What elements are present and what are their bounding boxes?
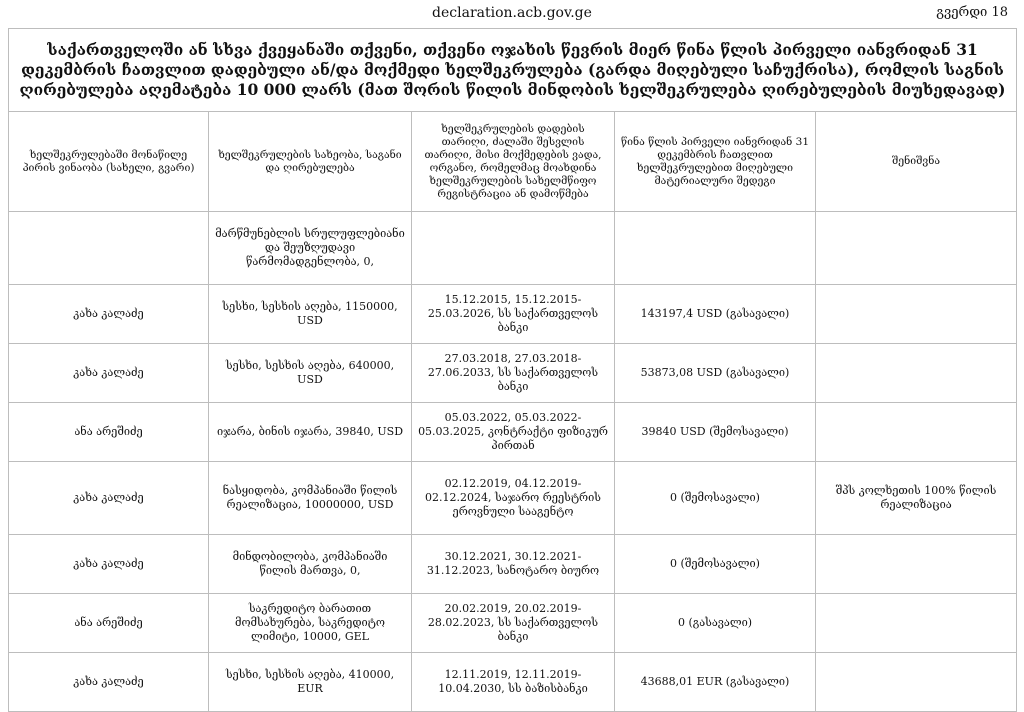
cell-dates: 12.11.2019, 12.11.2019-10.04.2030, სს ბაზისბანკი	[412, 653, 615, 712]
cell-person: ანა არეშიძე	[9, 403, 209, 462]
page-number: გვერდი 18	[936, 5, 1008, 20]
cell-result: 0 (შემოსავალი)	[615, 535, 816, 594]
table-row	[9, 594, 1017, 653]
cell-result: 39840 USD (შემოსავალი)	[615, 403, 816, 462]
cell-note	[816, 344, 1017, 403]
cell-dates: 05.03.2022, 05.03.2022-05.03.2025, კონტრაქტი ფიზიკურ პირთან	[412, 403, 615, 462]
cell-person: კახა კალაძე	[9, 535, 209, 594]
table-row	[9, 653, 1017, 712]
column-header-note: შენიშვნა	[816, 112, 1017, 212]
cell-dates	[412, 212, 615, 285]
column-header-result: წინა წლის პირველი იანვრიდან 31 დეკემბრის ჩათვლით ხელშეკრულებით მიღებული მატერიალური შედეგი	[615, 112, 816, 212]
contracts-table	[8, 28, 1017, 712]
cell-contract-type: ნასყიდობა, კომპანიაში წილის რეალიზაცია, 10000000, USD	[209, 462, 412, 535]
cell-dates: 15.12.2015, 15.12.2015-25.03.2026, სს საქართველოს ბანკი	[412, 285, 615, 344]
site-domain: declaration.acb.gov.ge	[432, 5, 592, 21]
cell-note	[816, 653, 1017, 712]
cell-dates: 20.02.2019, 20.02.2019-28.02.2023, სს საქართველოს ბანკი	[412, 594, 615, 653]
cell-contract-type: იჯარა, ბინის იჯარა, 39840, USD	[209, 403, 412, 462]
cell-note: შპს კოლხეთის 100% წილის რეალიზაცია	[816, 462, 1017, 535]
column-header-dates: ხელშეკრულების დადების თარიღი, ძალაში შესვლის თარიღი, მისი მოქმედების ვადა, ორგანო, რომელმაც მოახდინა ხელშეკრულების სახელმწიფო რეგისტრაცია ან დამოწმება	[412, 112, 615, 212]
cell-person: ანა არეშიძე	[9, 594, 209, 653]
cell-contract-type: სესხი, სესხის აღება, 640000, USD	[209, 344, 412, 403]
cell-contract-type: საკრედიტო ბარათით მომსახურება, საკრედიტო ლიმიტი, 10000, GEL	[209, 594, 412, 653]
cell-person: კახა კალაძე	[9, 462, 209, 535]
cell-contract-type: სესხი, სესხის აღება, 1150000, USD	[209, 285, 412, 344]
table-row	[9, 212, 1017, 285]
cell-result: 0 (შემოსავალი)	[615, 462, 816, 535]
column-header-contract-type: ხელშეკრულების სახეობა, საგანი და ღირებულება	[209, 112, 412, 212]
cell-note	[816, 594, 1017, 653]
cell-contract-type: სესხი, სესხის აღება, 410000, EUR	[209, 653, 412, 712]
cell-result: 53873,08 USD (გასავალი)	[615, 344, 816, 403]
table-row	[9, 344, 1017, 403]
cell-person: კახა კალაძე	[9, 344, 209, 403]
table-row	[9, 403, 1017, 462]
section-title: საქართველოში ან სხვა ქვეყანაში თქვენი, თქვენი ოჯახის წევრის მიერ წინა წლის პირველი იანვრიდან 31 დეკემბრის ჩათვლით დადებული ან/და მოქმედი ხელშეკრულება (გარდა მიღებული საჩუქრისა), რომლის საგნის ღირებულება აღემატება 10 000 ლარს (მათ შორის წილის მინდობის ხელშეკრულება ღირებულების მიუხედავად)	[9, 29, 1017, 112]
column-header-person: ხელშეკრულებაში მონაწილე პირის ვინაობა (სახელი, გვარი)	[9, 112, 209, 212]
cell-dates: 27.03.2018, 27.03.2018-27.06.2033, სს საქართველოს ბანკი	[412, 344, 615, 403]
table-row	[9, 535, 1017, 594]
cell-dates: 02.12.2019, 04.12.2019-02.12.2024, საჯარო რეესტრის ეროვნული სააგენტო	[412, 462, 615, 535]
cell-result: 43688,01 EUR (გასავალი)	[615, 653, 816, 712]
cell-person	[9, 212, 209, 285]
cell-note	[816, 403, 1017, 462]
cell-result	[615, 212, 816, 285]
cell-note	[816, 212, 1017, 285]
cell-contract-type: მინდობილობა, კომპანიაში წილის მართვა, 0,	[209, 535, 412, 594]
cell-note	[816, 285, 1017, 344]
cell-person: კახა კალაძე	[9, 653, 209, 712]
cell-result: 143197,4 USD (გასავალი)	[615, 285, 816, 344]
cell-note	[816, 535, 1017, 594]
cell-dates: 30.12.2021, 30.12.2021-31.12.2023, სანოტარო ბიურო	[412, 535, 615, 594]
table-row	[9, 285, 1017, 344]
cell-contract-type: მარწმუნებლის სრულუფლებიანი და შეუზღუდავი წარმომადგენლობა, 0,	[209, 212, 412, 285]
cell-person: კახა კალაძე	[9, 285, 209, 344]
table-row	[9, 462, 1017, 535]
cell-result: 0 (გასავალი)	[615, 594, 816, 653]
